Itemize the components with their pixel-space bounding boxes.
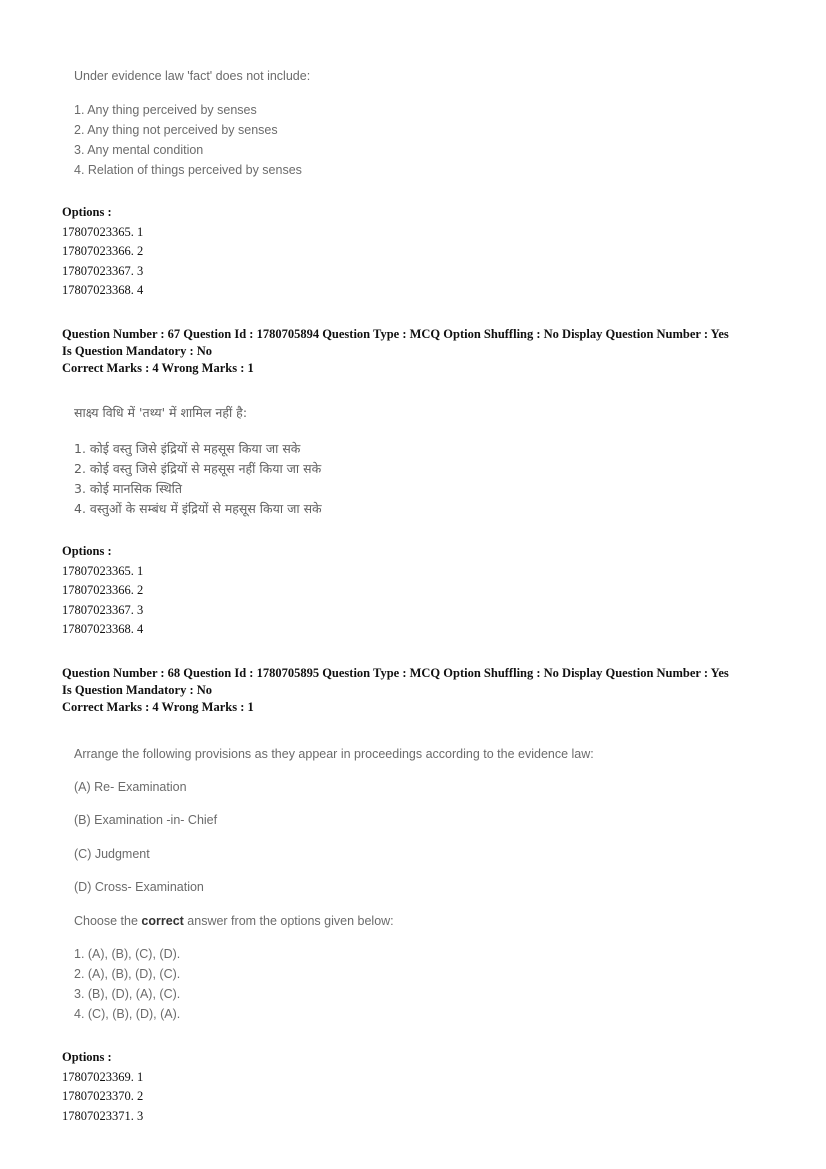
question-68-choice-4: 4. (C), (B), (D), (A). [74, 1007, 181, 1021]
option-row: 17807023365. 1 [62, 563, 144, 578]
question-66-choice-4: 4. Relation of things perceived by senses [74, 163, 302, 177]
question-68-choice-1: 1. (A), (B), (C), (D). [74, 947, 181, 961]
option-row: 17807023371. 3 [62, 1108, 144, 1123]
question-68-instruction: Choose the correct answer from the options given below: [74, 914, 394, 928]
question-68-meta-line1: Question Number : 68 Question Id : 1780705895 Question Type : MCQ Option Shuffling : No Display Question Number : Yes [62, 666, 729, 680]
emphasis-correct: correct [141, 914, 184, 928]
option-row: 17807023366. 2 [62, 244, 144, 258]
option-row: 17807023366. 2 [62, 583, 144, 597]
question-67-choice-1: 1. कोई वस्तु जिसे इंद्रियों से महसूस किया जा सके [74, 441, 301, 456]
question-66-choice-3: 3. Any mental condition [74, 143, 204, 157]
question-68-item-d: (D) Cross- Examination [74, 880, 204, 894]
question-67-marks: Correct Marks : 4 Wrong Marks : 1 [62, 361, 254, 375]
option-row: 17807023367. 3 [62, 602, 144, 617]
question-68-item-a: (A) Re- Examination [74, 780, 187, 794]
question-68-marks: Correct Marks : 4 Wrong Marks : 1 [62, 700, 254, 714]
question-67-stem: साक्ष्य विधि में 'तथ्य' में शामिल नहीं है: [74, 405, 248, 420]
question-66-choice-2: 2. Any thing not perceived by senses [74, 123, 278, 137]
options-label: Options : [62, 544, 112, 558]
option-row: 17807023368. 4 [62, 622, 144, 636]
option-row: 17807023368. 4 [62, 283, 144, 297]
options-label: Options : [62, 205, 112, 219]
question-68-item-b: (B) Examination -in- Chief [74, 813, 218, 827]
question-67-meta-line1: Question Number : 67 Question Id : 1780705894 Question Type : MCQ Option Shuffling : No Display Question Number : Yes [62, 327, 729, 341]
question-68-stem: Arrange the following provisions as they appear in proceedings according to the evidence law: [74, 747, 594, 761]
option-row: 17807023367. 3 [62, 263, 144, 278]
question-68-item-c: (C) Judgment [74, 847, 150, 861]
options-label: Options : [62, 1050, 112, 1064]
option-row: 17807023369. 1 [62, 1069, 144, 1084]
question-67-options [62, 542, 143, 640]
question-67-choice-4: 4. वस्तुओं के सम्बंध में इंद्रियों से महसूस किया जा सके [74, 501, 322, 516]
question-68-mandatory: Is Question Mandatory : No [62, 682, 213, 697]
question-66-options [62, 203, 143, 301]
question-68-choice-3: 3. (B), (D), (A), (C). [74, 987, 181, 1001]
question-67-mandatory: Is Question Mandatory : No [62, 343, 213, 358]
question-68-choice-2: 2. (A), (B), (D), (C). [74, 967, 181, 981]
question-66-choice-1: 1. Any thing perceived by senses [74, 103, 257, 117]
question-66-stem: Under evidence law 'fact' does not include: [74, 69, 311, 83]
option-row: 17807023370. 2 [62, 1089, 144, 1103]
question-67-meta [62, 326, 729, 377]
question-68-meta [62, 665, 729, 716]
question-67-choice-2: 2. कोई वस्तु जिसे इंद्रियों से महसूस नहीं किया जा सके [74, 461, 322, 476]
question-67-choice-3: 3. कोई मानसिक स्थिति [74, 481, 182, 496]
question-68-options [62, 1048, 143, 1126]
option-row: 17807023365. 1 [62, 224, 144, 239]
